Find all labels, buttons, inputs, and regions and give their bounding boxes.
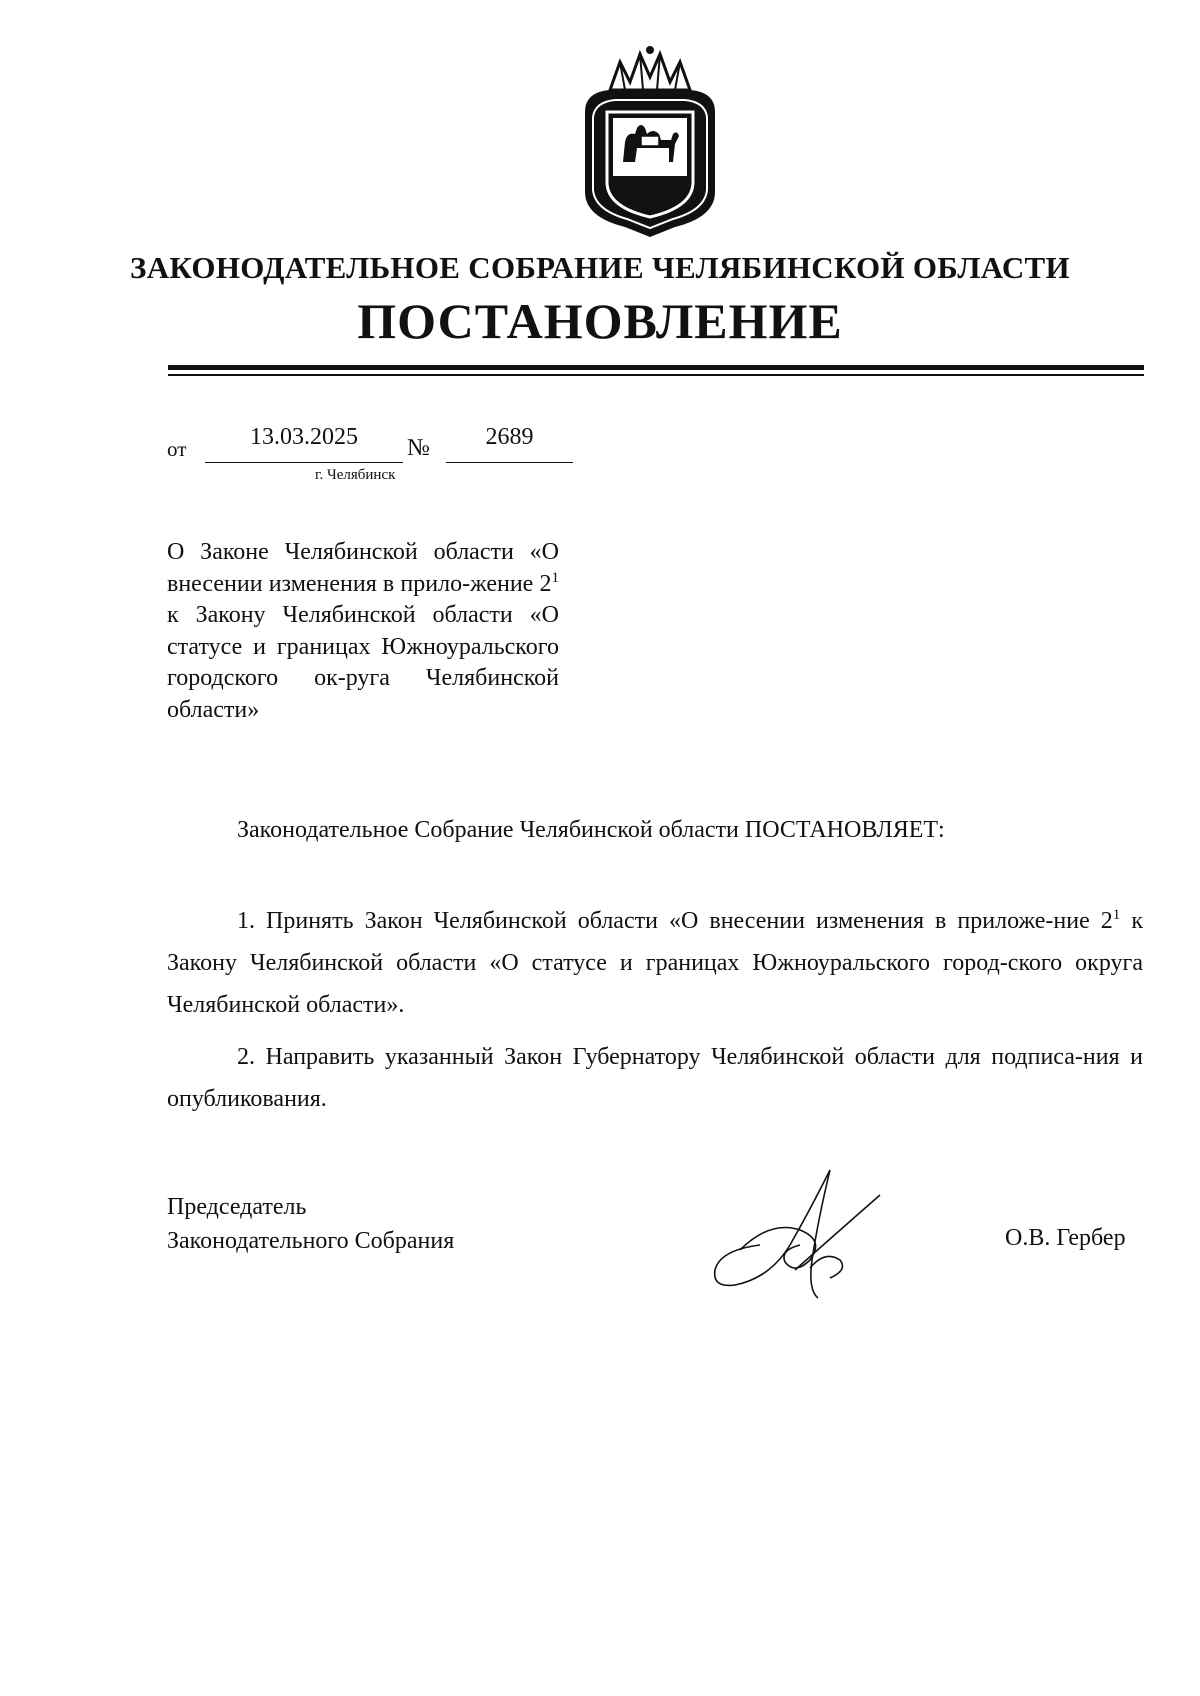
decree-statement: Законодательное Собрание Челябинской области ПОСТАНОВЛЯЕТ: bbox=[237, 817, 945, 843]
signer-name: О.В. Гербер bbox=[1005, 1225, 1126, 1251]
subject-text-part1: О Законе Челябинской области «О внесении изменения в прило-жение 2 bbox=[167, 539, 559, 597]
position-line-2: Законодательного Собрания bbox=[167, 1228, 455, 1254]
organization-title: ЗАКОНОДАТЕЛЬНОЕ СОБРАНИЕ ЧЕЛЯБИНСКОЙ ОБЛАСТИ bbox=[130, 250, 1070, 285]
header-rule-thin bbox=[168, 374, 1144, 376]
city-label: г. Челябинск bbox=[315, 467, 396, 483]
paragraph-1 bbox=[167, 900, 1143, 1026]
paragraph-1-superscript: 1 bbox=[1112, 907, 1121, 923]
paragraph-2: 2. Направить указанный Закон Губернатору Челябинской области для подписа-ния и опубликования. bbox=[167, 1044, 1143, 1112]
coat-of-arms-emblem bbox=[575, 42, 725, 242]
date-prefix-label: от bbox=[167, 437, 187, 461]
subject-text-part2: к Закону Челябинской области «О статусе и границах Южноуральского городского ок-руга Челябинской области» bbox=[167, 602, 559, 723]
number-underline bbox=[446, 462, 573, 463]
date-underline bbox=[205, 462, 403, 463]
paragraph-1-part1: 1. Принять Закон Челябинской области «О внесении изменения в приложе-ние 2 bbox=[237, 908, 1113, 934]
subject-superscript: 1 bbox=[551, 569, 559, 586]
document-type-title: ПОСТАНОВЛЕНИЕ bbox=[357, 293, 843, 349]
header-rule-thick bbox=[168, 365, 1144, 370]
document-number: 2689 bbox=[485, 424, 534, 450]
number-sign-label: № bbox=[407, 435, 430, 461]
document-date: 13.03.2025 bbox=[250, 424, 358, 450]
signatory-position bbox=[167, 1190, 454, 1258]
paragraph-1-part2: к Закону Челябинской области «О статусе и границах Южноуральского город-ского округа Челябинской области». bbox=[167, 908, 1143, 1018]
handwritten-signature bbox=[700, 1150, 920, 1300]
document-subject bbox=[167, 537, 559, 726]
position-line-1: Председатель bbox=[167, 1194, 307, 1220]
